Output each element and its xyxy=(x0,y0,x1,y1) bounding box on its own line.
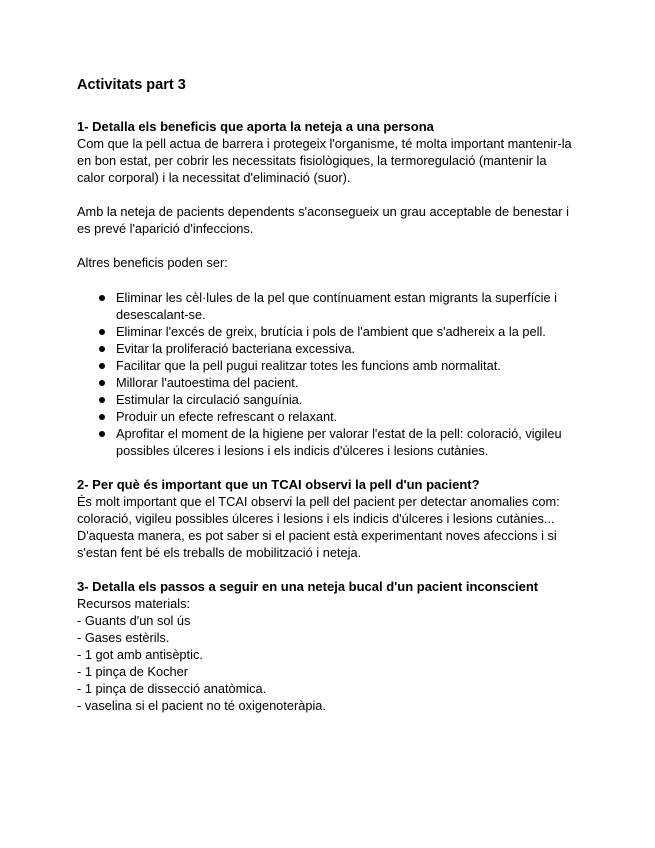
document-page xyxy=(77,76,577,714)
list-item: Eliminar l'excés de greix, brutícia i pols de l'ambient que s'adhereix a la pell. xyxy=(102,323,577,340)
list-item: Millorar l'autoestima del pacient. xyxy=(102,374,577,391)
list-item: Eliminar les cèl·lules de la pel que contínuament estan migrants la superfície i desescalant-se. xyxy=(102,289,577,323)
list-item: Aprofitar el moment de la higiene per valorar l'estat de la pell: coloració, vigileu possibles úlceres i lesions i els indicis d'úlceres i lesions cutànies. xyxy=(102,425,577,459)
section-2 xyxy=(77,476,577,561)
list-item: Produir un efecte refrescant o relaxant. xyxy=(102,408,577,425)
section-1-heading: 1- Detalla els beneficis que aporta la neteja a una persona xyxy=(77,119,434,134)
list-item: - 1 pinça de dissecció anatòmica. xyxy=(77,681,267,696)
section-3-heading: 3- Detalla els passos a seguir en una neteja bucal d'un pacient inconscient xyxy=(77,579,539,594)
benefits-list xyxy=(77,289,577,459)
section-2-paragraph-1: És molt important que el TCAI observi la pell del pacient per detectar anomalies com: coloració, vigileu possibles úlceres i lesions i els indicis d'úlceres i lesions cutànies... D'aquesta manera, es pot saber si el pacient està experimentant noves afeccions i si s'estan fent bé els treballs de mobilització i neteja. xyxy=(77,494,560,560)
list-item: - 1 got amb antisèptic. xyxy=(77,647,203,662)
section-3-subheading: Recursos materials: xyxy=(77,596,191,611)
list-item: Facilitar que la pell pugui realitzar totes les funcions amb normalitat. xyxy=(102,357,577,374)
section-1 xyxy=(77,118,577,459)
list-item: - 1 pinça de Kocher xyxy=(77,664,188,679)
section-3 xyxy=(77,578,577,714)
section-1-paragraph-2: Amb la neteja de pacients dependents s'aconsegueix un grau acceptable de benestar i es prevé l'aparició d'infeccions. xyxy=(77,204,569,236)
section-1-paragraph-3: Altres beneficis poden ser: xyxy=(77,255,228,270)
list-item: - Gases estèrils. xyxy=(77,630,170,645)
section-1-paragraph-1: Com que la pell actua de barrera i protegeix l'organisme, té molta important mantenir-la en bon estat, per cobrir les necessitats fisiològiques, la termoregulació (mantenir la calor corporal) i la necessitat d'eliminació (suor). xyxy=(77,136,572,185)
section-2-heading: 2- Per què és important que un TCAI observi la pell d'un pacient? xyxy=(77,477,480,492)
list-item: - vaselina si el pacient no té oxigenoteràpia. xyxy=(77,698,326,713)
list-item: Estimular la circulació sanguínia. xyxy=(102,391,577,408)
list-item: - Guants d'un sol ús xyxy=(77,613,191,628)
document-title: Activitats part 3 xyxy=(77,77,186,93)
list-item: Evitar la proliferació bacteriana excessiva. xyxy=(102,340,577,357)
